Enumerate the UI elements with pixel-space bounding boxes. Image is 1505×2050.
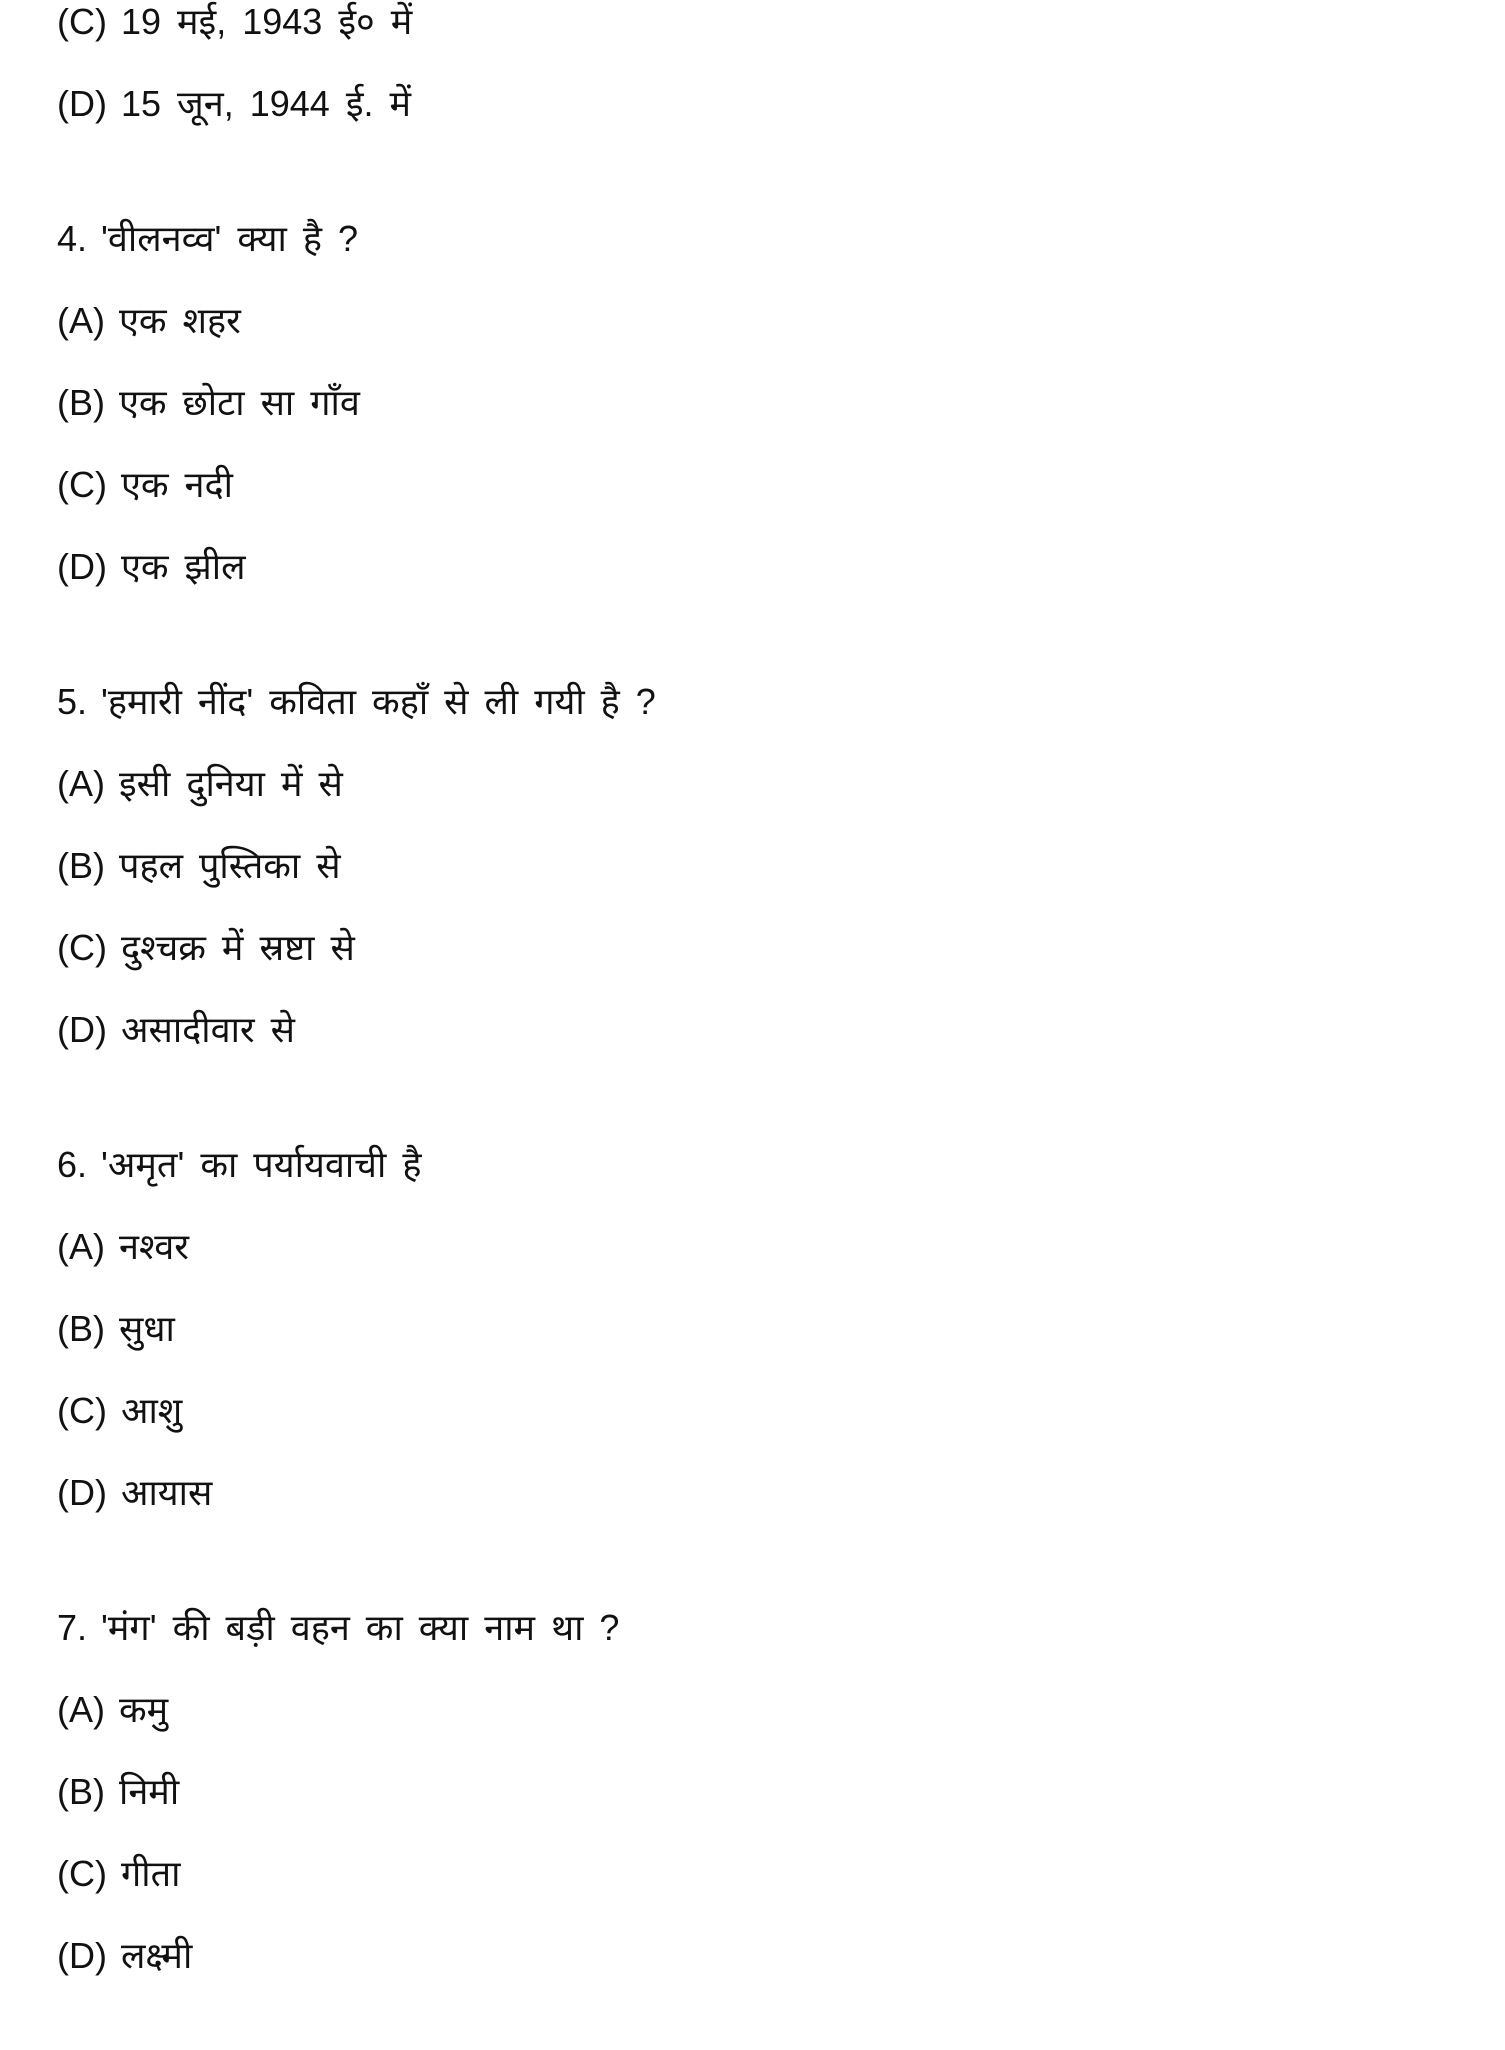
option-label: (A) [57,1226,105,1267]
option-label: (D) [57,1009,107,1050]
question-7 [57,1587,1457,1669]
option-text: एक झील [120,546,246,587]
option-d [57,63,1457,145]
option-text: लक्ष्मी [120,1935,193,1976]
option-label: (D) [57,1935,107,1976]
option-text: आशु [120,1390,183,1431]
option-label: (C) [57,927,107,968]
option-d [57,1915,1457,1997]
option-text: इसी दुनिया में से [119,763,343,804]
option-text: दुश्चक्र में स्रष्टा से [120,927,355,968]
option-text: निमी [119,1771,180,1812]
option-text: असादीवार से [120,1009,295,1050]
question-number: 5. [57,681,88,722]
option-d [57,1452,1457,1534]
question-number: 6. [57,1144,88,1185]
option-label: (C) [57,1,107,42]
option-c [57,1833,1457,1915]
option-c [57,907,1457,989]
option-text: एक छोटा सा गाँव [119,382,360,423]
option-label: (D) [57,546,107,587]
option-label: (C) [57,464,107,505]
option-b [57,1751,1457,1833]
option-text: 15 जून, 1944 ई. में [120,83,412,124]
option-d [57,526,1457,608]
question-number: 7. [57,1607,88,1648]
option-text: एक शहर [119,300,241,341]
option-c [57,1370,1457,1452]
question-number: 4. [57,218,88,259]
option-text: सुधा [119,1308,175,1349]
option-label: (B) [57,1771,105,1812]
question-text: 'वीलनव्व' क्या है ? [101,218,358,259]
question-block-4 [57,198,1457,608]
option-label: (B) [57,845,105,886]
question-text: 'अमृत' का पर्यायवाची है [101,1144,422,1185]
option-b [57,1288,1457,1370]
option-c [57,0,1457,63]
option-d [57,989,1457,1071]
question-5 [57,661,1457,743]
option-text: एक नदी [120,464,233,505]
question-page [57,0,1457,2050]
question-6 [57,1124,1457,1206]
option-text: गीता [120,1853,181,1894]
question-text: 'हमारी नींद' कविता कहाँ से ली गयी है ? [101,681,656,722]
option-label: (A) [57,763,105,804]
question-block-7 [57,1587,1457,1997]
option-text: नश्वर [119,1226,190,1267]
question-text: 'मंग' की बड़ी वहन का क्या नाम था ? [101,1607,620,1648]
option-label: (A) [57,300,105,341]
option-a [57,1669,1457,1751]
option-c [57,444,1457,526]
option-a [57,743,1457,825]
option-label: (C) [57,1390,107,1431]
question-block-3-partial [57,0,1457,145]
option-text: 19 मई, 1943 ई० में [120,1,413,42]
question-block-6 [57,1124,1457,1534]
option-a [57,280,1457,362]
option-label: (A) [57,1689,105,1730]
option-text: कमु [119,1689,169,1730]
option-text: पहल पुस्तिका से [119,845,341,886]
option-label: (B) [57,1308,105,1349]
question-4 [57,198,1457,280]
option-b [57,825,1457,907]
option-label: (D) [57,1472,107,1513]
option-label: (C) [57,1853,107,1894]
option-text: आयास [120,1472,213,1513]
option-label: (B) [57,382,105,423]
option-label: (D) [57,83,107,124]
option-a [57,1206,1457,1288]
question-block-5 [57,661,1457,1071]
option-b [57,362,1457,444]
